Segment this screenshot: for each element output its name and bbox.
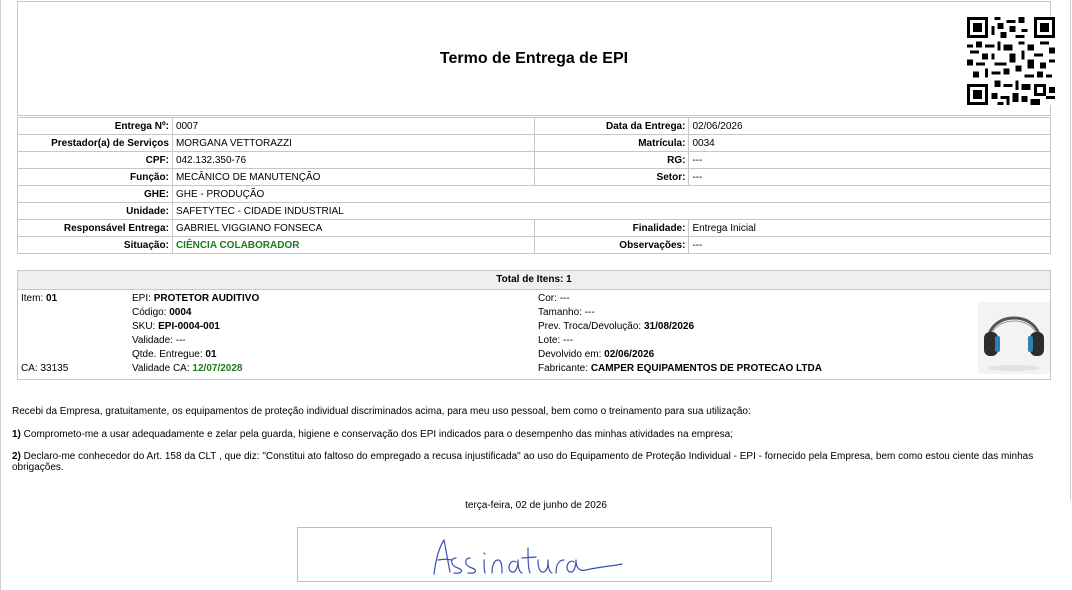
cpf-label: CPF: bbox=[18, 152, 173, 169]
qr-code-icon bbox=[967, 17, 1055, 105]
data-entrega-value: 02/06/2026 bbox=[689, 118, 1051, 135]
row-cpf bbox=[18, 152, 1051, 169]
document-title: Termo de Entrega de EPI bbox=[439, 50, 629, 67]
item-lote: Lote: --- bbox=[538, 335, 574, 346]
item-validade: Validade: --- bbox=[132, 335, 186, 346]
data-entrega-label: Data da Entrega: bbox=[534, 118, 689, 135]
row-ghe bbox=[18, 186, 1051, 203]
item-sku: SKU: EPI-0004-001 bbox=[132, 321, 220, 332]
finalidade-value: Entrega Inicial bbox=[689, 220, 1051, 237]
document-header bbox=[17, 1, 1051, 116]
delivery-info-table bbox=[17, 117, 1051, 254]
terms-intro: Recebi da Empresa, gratuitamente, os equipamentos de proteção individual discriminados acima, para meu uso pessoal, bem como o treinamento para sua utilização: bbox=[12, 406, 751, 417]
row-situacao bbox=[18, 237, 1051, 254]
rg-value: --- bbox=[689, 152, 1051, 169]
observacoes-label: Observações: bbox=[534, 237, 689, 254]
item-ca: CA: 33135 bbox=[21, 363, 69, 374]
row-unidade bbox=[18, 203, 1051, 220]
item-number: Item: 01 bbox=[21, 293, 58, 304]
cpf-value: 042.132.350-76 bbox=[172, 152, 534, 169]
situacao-label: Situação: bbox=[18, 237, 173, 254]
signature-date: terça-feira, 02 de junho de 2026 bbox=[465, 500, 607, 511]
situacao-value: CIÊNCIA COLABORADOR bbox=[172, 237, 534, 254]
row-funcao bbox=[18, 169, 1051, 186]
unidade-value: SAFETYTEC - CIDADE INDUSTRIAL bbox=[172, 203, 1050, 220]
ghe-value: GHE - PRODUÇÃO bbox=[172, 186, 1050, 203]
row-responsavel bbox=[18, 220, 1051, 237]
signature-box bbox=[297, 527, 772, 582]
setor-value: --- bbox=[689, 169, 1051, 186]
item-tamanho: Tamanho: --- bbox=[538, 307, 595, 318]
entrega-num-value: 0007 bbox=[172, 118, 534, 135]
item-validade-ca: Validade CA: 12/07/2028 bbox=[132, 363, 243, 374]
signature-image bbox=[298, 528, 771, 581]
responsavel-label: Responsável Entrega: bbox=[18, 220, 173, 237]
unidade-label: Unidade: bbox=[18, 203, 173, 220]
prestador-label: Prestador(a) de Serviços bbox=[18, 135, 173, 152]
items-section bbox=[17, 270, 1051, 380]
earmuff-icon bbox=[978, 302, 1050, 374]
rg-label: RG: bbox=[534, 152, 689, 169]
row-prestador bbox=[18, 135, 1051, 152]
matricula-label: Matrícula: bbox=[534, 135, 689, 152]
matricula-value: 0034 bbox=[689, 135, 1051, 152]
item-prev-troca: Prev. Troca/Devolução: 31/08/2026 bbox=[538, 321, 695, 332]
ghe-label: GHE: bbox=[18, 186, 173, 203]
entrega-num-label: Entrega Nº: bbox=[18, 118, 173, 135]
terms-clause-1: 1) Comprometo-me a usar adequadamente e zelar pela guarda, higiene e conservação dos EPI indicados para o desempenho das minhas atividades na empresa; bbox=[12, 429, 734, 440]
item-devolvido: Devolvido em: 02/06/2026 bbox=[538, 349, 655, 360]
responsavel-value: GABRIEL VIGGIANO FONSECA bbox=[172, 220, 534, 237]
funcao-label: Função: bbox=[18, 169, 173, 186]
terms-clause-2: 2) Declaro-me conhecedor do Art. 158 da CLT , que diz: "Constitui ato faltoso do empregado a recusa injustificada" ao uso do Equipamento de Proteção Individual - EPI - fornecido pela Empresa, bem como estou ciente das minhas obrigações. bbox=[12, 451, 1034, 473]
prestador-value: MORGANA VETTORAZZI bbox=[172, 135, 534, 152]
item-epi: EPI: PROTETOR AUDITIVO bbox=[132, 293, 260, 304]
item-fabricante: Fabricante: CAMPER EQUIPAMENTOS DE PROTECAO LTDA bbox=[538, 363, 822, 374]
observacoes-value: --- bbox=[689, 237, 1051, 254]
item-cor: Cor: --- bbox=[538, 293, 570, 304]
row-entrega bbox=[18, 118, 1051, 135]
item-codigo: Código: 0004 bbox=[132, 307, 192, 318]
items-total-header: Total de Itens: 1 bbox=[18, 271, 1050, 290]
funcao-value: MECÂNICO DE MANUTENÇÃO bbox=[172, 169, 534, 186]
finalidade-label: Finalidade: bbox=[534, 220, 689, 237]
item-qtde: Qtde. Entregue: 01 bbox=[132, 349, 217, 360]
setor-label: Setor: bbox=[534, 169, 689, 186]
